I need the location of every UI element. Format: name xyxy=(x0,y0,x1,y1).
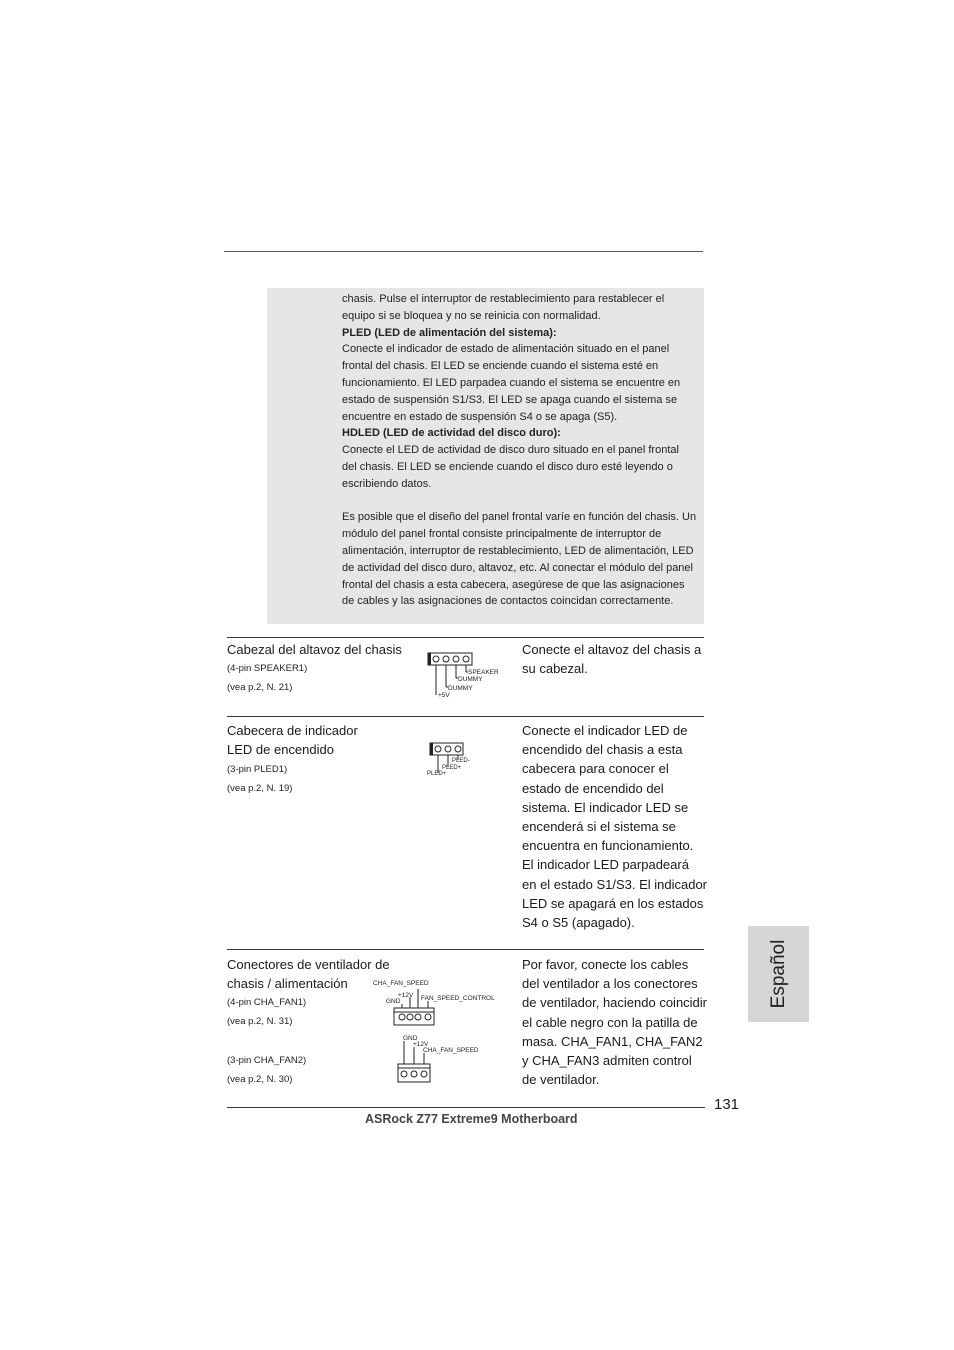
note-line: módulo del panel frontal consiste principalmente de interruptor de xyxy=(342,528,662,541)
pled-heading: PLED (LED de alimentación del sistema): xyxy=(342,326,557,339)
pled-desc-line: estado de encendido del xyxy=(522,780,664,796)
pin-label: +12V xyxy=(413,1041,429,1048)
pled-desc-line: sistema. El indicador LED se xyxy=(522,799,689,815)
page-number: 131 xyxy=(714,1096,740,1113)
note-line: chasis. Pulse el interruptor de restablecimiento para restablecer el xyxy=(342,293,665,305)
note-line: frontal del chasis a esta cabecera, asegúrese de que las asignaciones xyxy=(342,578,685,591)
speaker-ref: (vea p.2, N. 21) xyxy=(227,682,293,693)
pled-title-2: LED de encendido xyxy=(227,742,334,757)
footer-rule xyxy=(227,1107,705,1108)
note-line: alimentación, interruptor de restablecimiento, LED de alimentación, LED xyxy=(342,544,694,557)
speaker-desc-line: Conecte el altavoz del chasis a xyxy=(522,642,702,657)
footer-title: ASRock Z77 Extreme9 Motherboard xyxy=(365,1112,578,1126)
pin-label: PLED- xyxy=(452,758,470,764)
pled-desc-line: encuentra en funcionamiento. xyxy=(522,838,694,854)
pled-pin: (3-pin PLED1) xyxy=(227,764,288,775)
pin-label: PLED+ xyxy=(442,765,462,771)
note-line: funcionamiento. El LED parpadea cuando el sistema se encuentre en xyxy=(342,376,681,389)
fan-desc-line: del ventilador a los conectores xyxy=(522,976,698,992)
fan2-pin: (3-pin CHA_FAN2) xyxy=(227,1055,307,1066)
pin-label: +12V xyxy=(398,992,414,999)
fan-desc xyxy=(522,955,707,1089)
speaker-pin: (4-pin SPEAKER1) xyxy=(227,663,308,674)
top-rule xyxy=(224,251,703,252)
fan2-ref: (vea p.2, N. 30) xyxy=(227,1074,293,1085)
pled-desc-line: en el estado S1/S3. El indicador xyxy=(522,876,708,892)
speaker-title: Cabezal del altavoz del chasis xyxy=(227,642,402,657)
pled-desc-line: El indicador LED parpadeará xyxy=(522,857,689,873)
fan-desc-line: Por favor, conecte los cables xyxy=(522,957,689,972)
section-rule xyxy=(227,637,704,638)
fan-desc-line: de ventilador, haciendo coincidir xyxy=(522,995,708,1011)
pled-desc-line: LED se apagará en los estados xyxy=(522,895,704,911)
note-line: de actividad del disco duro, altavoz, etc. Al conectar el módulo del panel xyxy=(342,561,693,574)
pled-ref: (vea p.2, N. 19) xyxy=(227,783,293,794)
pin-label: FAN_SPEED_CONTROL xyxy=(421,995,495,1002)
note-line: equipo si se bloquea y no se reinicia con normalidad. xyxy=(342,309,601,322)
section-rule xyxy=(227,949,704,950)
language-tab xyxy=(748,926,809,1022)
pin-label: SPEAKER xyxy=(468,669,499,676)
pled-desc-line: encendido del chasis a esta xyxy=(522,742,683,758)
pled-desc xyxy=(522,721,707,932)
note-line: estado de suspensión S1/S3. El LED se apaga cuando el sistema se xyxy=(342,393,678,406)
note-line: del chasis. El LED se enciende cuando el disco duro esté leyendo o xyxy=(342,460,673,473)
fan-title-2: chasis / alimentación xyxy=(227,976,348,991)
pled-desc-line: cabecera para conocer el xyxy=(522,761,669,777)
fan-desc-line: el cable negro con la patilla de xyxy=(522,1014,698,1030)
note-line: Conecte el LED de actividad de disco duro situado en el panel frontal xyxy=(342,444,679,457)
fan1-pin: (4-pin CHA_FAN1) xyxy=(227,997,307,1008)
note-line: Es posible que el diseño del panel frontal varíe en función del chasis. Un xyxy=(342,511,697,524)
pin-label: DUMMY xyxy=(448,685,473,692)
speaker-desc xyxy=(522,640,707,678)
fan-desc-line: y CHA_FAN3 admiten control xyxy=(522,1053,692,1069)
fan1-header-diagram xyxy=(370,977,510,1027)
fan1-ref: (vea p.2, N. 31) xyxy=(227,1016,293,1027)
speaker-header-diagram xyxy=(420,650,510,698)
note-text xyxy=(342,291,704,610)
pin-label: GND xyxy=(403,1035,418,1042)
pled-desc-line: Conecte el indicador LED de xyxy=(522,723,688,738)
speaker-desc-line: su cabezal. xyxy=(522,661,588,677)
pled-header-diagram xyxy=(422,740,482,780)
pled-title-1: Cabecera de indicador xyxy=(227,723,358,738)
fan2-header-diagram xyxy=(394,1032,494,1086)
note-line: encuentre en estado de suspensión S4 o se apaga (S5). xyxy=(342,410,618,423)
pin-label: PLED+ xyxy=(427,771,447,777)
note-line: escribiendo datos. xyxy=(342,477,432,490)
pled-desc-line: encenderá si el sistema se xyxy=(522,819,676,835)
section-rule xyxy=(227,716,704,717)
pin-label: CHA_FAN_SPEED xyxy=(373,980,429,987)
note-line: de cables y las asignaciones de contactos coincidan correctamente. xyxy=(342,595,674,608)
note-line: frontal del chasis. El LED se enciende cuando el sistema esté en xyxy=(342,360,659,373)
pin-label: CHA_FAN_SPEED xyxy=(423,1047,479,1054)
fan-title-1: Conectores de ventilador de xyxy=(227,957,390,972)
pin-label: +5V xyxy=(438,692,450,698)
fan-desc-line: de ventilador. xyxy=(522,1072,600,1088)
pled-desc-line: S4 o S5 (apagado). xyxy=(522,915,635,931)
fan-desc-line: masa. CHA_FAN1, CHA_FAN2 xyxy=(522,1033,703,1049)
note-line: Conecte el indicador de estado de alimentación situado en el panel xyxy=(342,343,670,356)
language-tab-label: Español xyxy=(767,939,789,1009)
pin-label: GND xyxy=(386,998,401,1005)
pin-label: DUMMY xyxy=(458,676,483,683)
hdled-heading: HDLED (LED de actividad del disco duro): xyxy=(342,427,561,440)
